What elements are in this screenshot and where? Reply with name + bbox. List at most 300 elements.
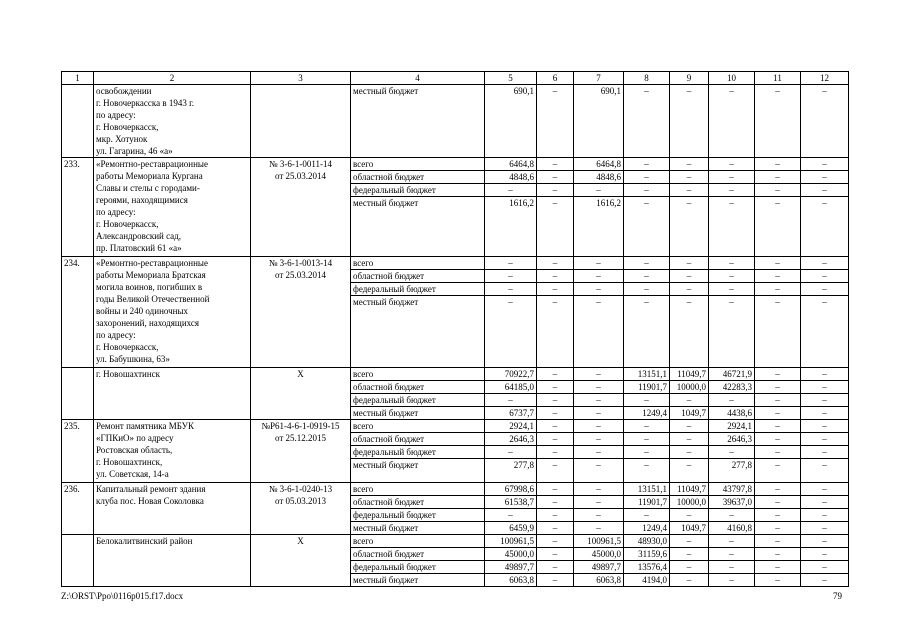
- amount-cell: 690,1: [574, 85, 624, 158]
- amount-cell: –: [537, 574, 574, 587]
- amount-cell: –: [755, 496, 801, 509]
- funding-source: местный бюджет: [351, 522, 485, 535]
- amount-cell: –: [574, 446, 624, 459]
- amount-cell: –: [755, 509, 801, 522]
- amount-cell: –: [801, 535, 849, 548]
- amount-cell: –: [574, 459, 624, 483]
- amount-cell: –: [709, 158, 755, 171]
- footer-file-path: Z:\ORST\Ppo\0116p015.f17.docx: [61, 591, 184, 601]
- amount-cell: –: [670, 270, 709, 283]
- amount-cell: –: [537, 420, 574, 433]
- amount-cell: –: [537, 535, 574, 548]
- amount-cell: 2646,3: [709, 433, 755, 446]
- amount-cell: –: [709, 446, 755, 459]
- amount-cell: –: [801, 574, 849, 587]
- amount-cell: 2646,3: [485, 433, 537, 446]
- funding-source: областной бюджет: [351, 381, 485, 394]
- document-line: № 3-6-1-0011-14: [269, 159, 332, 169]
- object-name-line: годы Великой Отечественной: [96, 294, 210, 304]
- document-line: от 05.03.2013: [274, 496, 327, 506]
- amount-cell: –: [670, 85, 709, 158]
- col-header: 6: [537, 72, 574, 85]
- amount-cell: 31159,6: [624, 548, 670, 561]
- col-header: 9: [670, 72, 709, 85]
- col-header: 1: [62, 72, 94, 85]
- amount-cell: –: [574, 270, 624, 283]
- amount-cell: –: [801, 85, 849, 158]
- amount-cell: 1616,2: [574, 197, 624, 257]
- funding-source: всего: [351, 535, 485, 548]
- budget-table: [61, 71, 849, 587]
- document-line: от 25.03.2014: [274, 171, 327, 181]
- funding-source: местный бюджет: [351, 459, 485, 483]
- object-name-line: по адресу:: [96, 110, 136, 120]
- amount-cell: –: [537, 561, 574, 574]
- amount-cell: –: [624, 197, 670, 257]
- amount-cell: –: [624, 509, 670, 522]
- amount-cell: –: [574, 283, 624, 296]
- object-name-line: «ГПКиО» по адресу: [96, 433, 174, 443]
- amount-cell: –: [801, 296, 849, 368]
- object-name-line: Ремонт памятника МБУК: [96, 421, 194, 431]
- object-name-line: г. Новошахтинск,: [96, 457, 163, 467]
- amount-cell: –: [670, 535, 709, 548]
- amount-cell: –: [801, 394, 849, 407]
- amount-cell: –: [801, 561, 849, 574]
- amount-cell: –: [755, 535, 801, 548]
- amount-cell: 4160,8: [709, 522, 755, 535]
- amount-cell: –: [574, 381, 624, 394]
- object-name-line: работы Мемориала Братская: [96, 270, 206, 280]
- amount-cell: –: [801, 433, 849, 446]
- amount-cell: 13151,1: [624, 368, 670, 381]
- row-number: 234.: [62, 257, 94, 368]
- document-line: №Р61-4-6-1-0919-15: [261, 421, 340, 431]
- amount-cell: 2924,1: [485, 420, 537, 433]
- amount-cell: 1616,2: [485, 197, 537, 257]
- table-row: [62, 420, 849, 433]
- amount-cell: –: [574, 407, 624, 420]
- amount-cell: –: [537, 381, 574, 394]
- amount-cell: –: [670, 574, 709, 587]
- amount-cell: –: [537, 296, 574, 368]
- object-name-line: клуба пос. Новая Соколовка: [96, 496, 204, 506]
- amount-cell: –: [801, 257, 849, 270]
- amount-cell: –: [485, 257, 537, 270]
- amount-cell: –: [801, 483, 849, 496]
- object-name-cell: [94, 483, 251, 535]
- col-header: 2: [94, 72, 251, 85]
- document-cell: [251, 483, 351, 535]
- amount-cell: –: [485, 509, 537, 522]
- amount-cell: –: [801, 420, 849, 433]
- funding-source: областной бюджет: [351, 496, 485, 509]
- amount-cell: 48930,0: [624, 535, 670, 548]
- funding-source: всего: [351, 368, 485, 381]
- row-number: 235.: [62, 420, 94, 483]
- object-name-line: г. Новошахтинск: [96, 369, 160, 379]
- amount-cell: –: [755, 296, 801, 368]
- amount-cell: 46721,9: [709, 368, 755, 381]
- amount-cell: 6063,8: [574, 574, 624, 587]
- amount-cell: 100961,5: [485, 535, 537, 548]
- amount-cell: –: [624, 257, 670, 270]
- amount-cell: –: [801, 158, 849, 171]
- amount-cell: –: [537, 407, 574, 420]
- object-name-line: г. Новочеркасска в 1943 г.: [96, 98, 195, 108]
- amount-cell: –: [755, 184, 801, 197]
- table-row: [62, 257, 849, 270]
- amount-cell: –: [755, 483, 801, 496]
- amount-cell: –: [670, 446, 709, 459]
- object-name-cell: [94, 420, 251, 483]
- amount-cell: 1249,4: [624, 407, 670, 420]
- amount-cell: –: [755, 381, 801, 394]
- col-header: 5: [485, 72, 537, 85]
- funding-source: областной бюджет: [351, 270, 485, 283]
- amount-cell: –: [574, 483, 624, 496]
- amount-cell: –: [755, 171, 801, 184]
- amount-cell: –: [574, 296, 624, 368]
- object-name-line: г. Новочеркасск,: [96, 342, 159, 352]
- document-line: Х: [297, 536, 304, 546]
- amount-cell: –: [624, 433, 670, 446]
- amount-cell: –: [801, 184, 849, 197]
- amount-cell: –: [801, 522, 849, 535]
- col-header: 12: [801, 72, 849, 85]
- funding-source: местный бюджет: [351, 574, 485, 587]
- amount-cell: –: [755, 368, 801, 381]
- amount-cell: –: [670, 420, 709, 433]
- amount-cell: 70922,7: [485, 368, 537, 381]
- table-row: [62, 535, 849, 548]
- amount-cell: –: [709, 197, 755, 257]
- amount-cell: –: [670, 197, 709, 257]
- row-number: 233.: [62, 158, 94, 257]
- amount-cell: –: [670, 171, 709, 184]
- amount-cell: –: [670, 283, 709, 296]
- amount-cell: 10000,0: [670, 381, 709, 394]
- amount-cell: –: [485, 394, 537, 407]
- amount-cell: 13576,4: [624, 561, 670, 574]
- table-row: [62, 85, 849, 158]
- amount-cell: –: [537, 522, 574, 535]
- amount-cell: –: [670, 257, 709, 270]
- object-name-line: войны и 240 одиночных: [96, 306, 189, 316]
- object-name-line: ул. Советская, 14-а: [96, 469, 169, 479]
- amount-cell: 43797,8: [709, 483, 755, 496]
- object-name-line: героями, находящимися: [96, 195, 188, 205]
- object-name-cell: [94, 535, 251, 587]
- col-header: 3: [251, 72, 351, 85]
- object-name-line: Белокалитвинский район: [96, 536, 193, 546]
- amount-cell: 277,8: [709, 459, 755, 483]
- amount-cell: –: [537, 548, 574, 561]
- amount-cell: –: [755, 459, 801, 483]
- object-name-line: по адресу:: [96, 207, 136, 217]
- amount-cell: 67998,6: [485, 483, 537, 496]
- funding-source: областной бюджет: [351, 433, 485, 446]
- amount-cell: –: [755, 561, 801, 574]
- funding-source: всего: [351, 420, 485, 433]
- amount-cell: –: [709, 270, 755, 283]
- amount-cell: –: [624, 459, 670, 483]
- amount-cell: –: [801, 171, 849, 184]
- object-name-cell: [94, 257, 251, 368]
- amount-cell: –: [755, 270, 801, 283]
- amount-cell: –: [709, 184, 755, 197]
- amount-cell: –: [801, 509, 849, 522]
- amount-cell: –: [670, 459, 709, 483]
- amount-cell: –: [670, 394, 709, 407]
- amount-cell: –: [801, 283, 849, 296]
- funding-source: всего: [351, 158, 485, 171]
- amount-cell: –: [670, 561, 709, 574]
- funding-source: федеральный бюджет: [351, 561, 485, 574]
- amount-cell: 1049,7: [670, 407, 709, 420]
- amount-cell: –: [801, 381, 849, 394]
- amount-cell: –: [624, 296, 670, 368]
- amount-cell: –: [624, 283, 670, 296]
- amount-cell: 49897,7: [574, 561, 624, 574]
- amount-cell: –: [670, 509, 709, 522]
- col-header: 11: [755, 72, 801, 85]
- funding-source: федеральный бюджет: [351, 283, 485, 296]
- amount-cell: –: [670, 184, 709, 197]
- amount-cell: –: [574, 184, 624, 197]
- amount-cell: –: [624, 184, 670, 197]
- object-name-line: г. Новочеркасск,: [96, 122, 159, 132]
- amount-cell: –: [670, 433, 709, 446]
- amount-cell: –: [755, 197, 801, 257]
- amount-cell: –: [537, 283, 574, 296]
- amount-cell: –: [485, 283, 537, 296]
- amount-cell: –: [537, 446, 574, 459]
- amount-cell: 11049,7: [670, 368, 709, 381]
- amount-cell: 2924,1: [709, 420, 755, 433]
- amount-cell: –: [537, 257, 574, 270]
- amount-cell: –: [624, 420, 670, 433]
- object-name-cell: [94, 158, 251, 257]
- amount-cell: –: [755, 85, 801, 158]
- amount-cell: –: [537, 509, 574, 522]
- row-number: [62, 368, 94, 420]
- col-header: 10: [709, 72, 755, 85]
- amount-cell: –: [574, 496, 624, 509]
- footer-page-number: 79: [833, 591, 842, 601]
- amount-cell: 6464,8: [574, 158, 624, 171]
- amount-cell: –: [755, 257, 801, 270]
- object-name-line: г. Новочеркасск,: [96, 219, 159, 229]
- amount-cell: 4194,0: [624, 574, 670, 587]
- object-name-line: работы Мемориала Кургана: [96, 171, 203, 181]
- document-cell: [251, 368, 351, 420]
- object-name-cell: [94, 85, 251, 158]
- amount-cell: 6737,7: [485, 407, 537, 420]
- funding-source: местный бюджет: [351, 296, 485, 368]
- col-header: 4: [351, 72, 485, 85]
- amount-cell: –: [624, 171, 670, 184]
- amount-cell: 45000,0: [485, 548, 537, 561]
- amount-cell: –: [670, 548, 709, 561]
- funding-source: местный бюджет: [351, 85, 485, 158]
- amount-cell: –: [537, 197, 574, 257]
- amount-cell: –: [624, 394, 670, 407]
- amount-cell: –: [755, 522, 801, 535]
- amount-cell: –: [485, 446, 537, 459]
- amount-cell: –: [574, 509, 624, 522]
- amount-cell: –: [537, 270, 574, 283]
- amount-cell: –: [574, 433, 624, 446]
- object-name-line: «Ремонтно-реставрационные: [96, 258, 208, 268]
- amount-cell: 45000,0: [574, 548, 624, 561]
- object-name-line: по адресу:: [96, 330, 136, 340]
- amount-cell: –: [670, 296, 709, 368]
- amount-cell: –: [624, 158, 670, 171]
- funding-source: федеральный бюджет: [351, 394, 485, 407]
- amount-cell: –: [709, 561, 755, 574]
- document-line: от 25.03.2014: [274, 270, 327, 280]
- amount-cell: –: [574, 522, 624, 535]
- amount-cell: –: [801, 459, 849, 483]
- amount-cell: –: [537, 184, 574, 197]
- amount-cell: –: [709, 283, 755, 296]
- column-number-header: [62, 72, 849, 85]
- amount-cell: –: [537, 433, 574, 446]
- funding-source: всего: [351, 483, 485, 496]
- amount-cell: –: [670, 158, 709, 171]
- funding-source: федеральный бюджет: [351, 184, 485, 197]
- amount-cell: –: [801, 197, 849, 257]
- object-name-line: мкр. Хотунок: [96, 134, 148, 144]
- amount-cell: –: [709, 535, 755, 548]
- funding-source: федеральный бюджет: [351, 446, 485, 459]
- object-name-line: могила воинов, погибших в: [96, 282, 203, 292]
- amount-cell: –: [709, 85, 755, 158]
- amount-cell: –: [537, 368, 574, 381]
- document-line: Х: [297, 369, 304, 379]
- row-number: [62, 85, 94, 158]
- document-cell: [251, 85, 351, 158]
- amount-cell: 690,1: [485, 85, 537, 158]
- amount-cell: –: [537, 171, 574, 184]
- object-name-line: захоронений, находящихся: [96, 318, 200, 328]
- amount-cell: –: [709, 509, 755, 522]
- amount-cell: 61538,7: [485, 496, 537, 509]
- amount-cell: –: [709, 394, 755, 407]
- amount-cell: –: [537, 483, 574, 496]
- amount-cell: –: [709, 296, 755, 368]
- amount-cell: –: [537, 158, 574, 171]
- amount-cell: –: [537, 496, 574, 509]
- object-name-line: Капитальный ремонт здания: [96, 484, 206, 494]
- amount-cell: 49897,7: [485, 561, 537, 574]
- amount-cell: –: [801, 496, 849, 509]
- col-header: 7: [574, 72, 624, 85]
- amount-cell: 6459,9: [485, 522, 537, 535]
- amount-cell: –: [485, 270, 537, 283]
- amount-cell: –: [755, 420, 801, 433]
- document-line: от 25.12.2015: [274, 433, 327, 443]
- document-cell: [251, 257, 351, 368]
- amount-cell: –: [801, 446, 849, 459]
- amount-cell: –: [709, 574, 755, 587]
- amount-cell: –: [755, 283, 801, 296]
- amount-cell: –: [574, 420, 624, 433]
- object-name-line: «Ремонтно-реставрационные: [96, 159, 208, 169]
- amount-cell: –: [709, 548, 755, 561]
- amount-cell: 4438,6: [709, 407, 755, 420]
- amount-cell: –: [574, 368, 624, 381]
- document-cell: [251, 535, 351, 587]
- amount-cell: –: [709, 171, 755, 184]
- amount-cell: 6063,8: [485, 574, 537, 587]
- amount-cell: –: [624, 270, 670, 283]
- table-row: [62, 483, 849, 496]
- row-number: [62, 535, 94, 587]
- row-number: 236.: [62, 483, 94, 535]
- funding-source: областной бюджет: [351, 171, 485, 184]
- amount-cell: –: [709, 257, 755, 270]
- amount-cell: –: [801, 548, 849, 561]
- col-header: 8: [624, 72, 670, 85]
- amount-cell: 277,8: [485, 459, 537, 483]
- amount-cell: –: [574, 394, 624, 407]
- amount-cell: –: [624, 85, 670, 158]
- amount-cell: 11901,7: [624, 496, 670, 509]
- amount-cell: –: [801, 270, 849, 283]
- amount-cell: 4848,6: [485, 171, 537, 184]
- object-name-line: Александровский сад,: [96, 231, 182, 241]
- funding-source: областной бюджет: [351, 548, 485, 561]
- amount-cell: 39637,0: [709, 496, 755, 509]
- amount-cell: –: [624, 446, 670, 459]
- amount-cell: –: [755, 407, 801, 420]
- funding-source: местный бюджет: [351, 197, 485, 257]
- amount-cell: –: [755, 574, 801, 587]
- funding-source: федеральный бюджет: [351, 509, 485, 522]
- document-cell: [251, 420, 351, 483]
- amount-cell: –: [537, 85, 574, 158]
- amount-cell: –: [755, 158, 801, 171]
- amount-cell: 4848,6: [574, 171, 624, 184]
- document-line: № 3-6-1-0240-13: [268, 484, 333, 494]
- funding-source: всего: [351, 257, 485, 270]
- object-name-line: Ростовская область,: [96, 445, 173, 455]
- amount-cell: 64185,0: [485, 381, 537, 394]
- object-name-line: ул. Бабушкина, 63»: [96, 354, 170, 364]
- table-row: [62, 368, 849, 381]
- amount-cell: 11049,7: [670, 483, 709, 496]
- amount-cell: –: [755, 548, 801, 561]
- object-name-line: Славы и стелы с городами-: [96, 183, 200, 193]
- object-name-line: пр. Платовский 61 «а»: [96, 243, 182, 253]
- amount-cell: –: [485, 296, 537, 368]
- amount-cell: 42283,3: [709, 381, 755, 394]
- object-name-cell: [94, 368, 251, 420]
- amount-cell: –: [801, 407, 849, 420]
- amount-cell: –: [537, 459, 574, 483]
- document-line: № 3-6-1-0013-14: [268, 258, 333, 268]
- amount-cell: 100961,5: [574, 535, 624, 548]
- funding-source: местный бюджет: [351, 407, 485, 420]
- amount-cell: –: [755, 433, 801, 446]
- amount-cell: –: [574, 257, 624, 270]
- document-cell: [251, 158, 351, 257]
- amount-cell: 13151,1: [624, 483, 670, 496]
- object-name-line: освобождении: [96, 86, 152, 96]
- amount-cell: 1049,7: [670, 522, 709, 535]
